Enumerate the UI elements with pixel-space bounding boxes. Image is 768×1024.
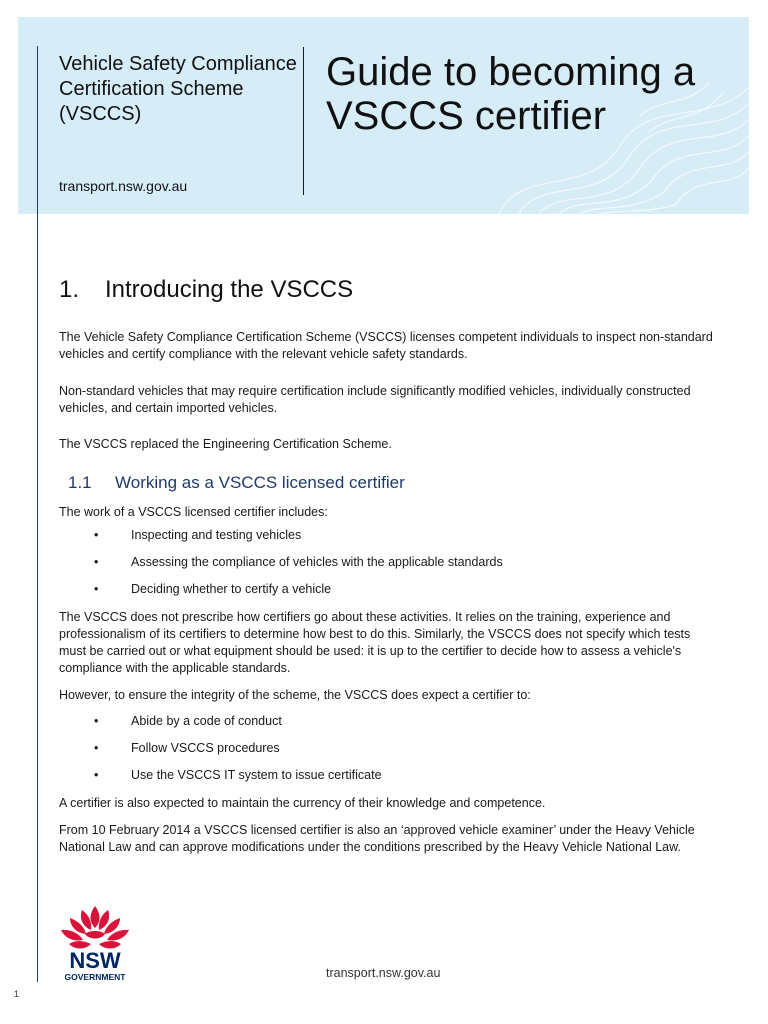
non-standard-paragraph: Non-standard vehicles that may require certification include significantly modified vehicles, individually constructed vehicles, and certain imported vehicles. [59, 384, 691, 415]
list-item: • Follow VSCCS procedures [94, 741, 280, 755]
list-item: • Assessing the compliance of vehicles with the applicable standards [94, 555, 503, 569]
bullet-icon: • [94, 555, 99, 569]
law-paragraph: From 10 February 2014 a VSCCS licensed certifier is also an ‘approved vehicle examiner’ under the Heavy Vehicle National Law and can approve modifications under the conditions prescribed by the Heavy Vehicle National Law. [59, 823, 695, 854]
logo-subtitle: GOVERNMENT [64, 972, 126, 982]
currency-paragraph: A certifier is also expected to maintain the currency of their knowledge and competence. [59, 796, 546, 810]
list-item: • Inspecting and testing vehicles [94, 528, 302, 542]
header-url[interactable]: transport.nsw.gov.au [59, 178, 188, 194]
expect-paragraph: However, to ensure the integrity of the scheme, the VSCCS does expect a certifier to: [59, 688, 531, 702]
bullet-icon: • [94, 714, 99, 728]
scheme-title: Vehicle Safety Compliance Certification Scheme (VSCCS) [59, 53, 297, 125]
section-1-heading [59, 276, 353, 304]
bullet-icon: • [94, 741, 99, 755]
left-vertical-rule [37, 46, 38, 982]
logo-wordmark: NSW [69, 948, 121, 973]
page-number: 1 [14, 989, 20, 999]
nsw-government-logo [55, 904, 135, 986]
footer-url[interactable]: transport.nsw.gov.au [326, 966, 441, 980]
guide-title: Guide to becoming a VSCCS certifier [326, 50, 696, 138]
list-item: • Abide by a code of conduct [94, 714, 282, 728]
list-item: • Deciding whether to certify a vehicle [94, 582, 332, 596]
work-intro: The work of a VSCCS licensed certifier includes: [59, 505, 328, 519]
replaced-paragraph: The VSCCS replaced the Engineering Certification Scheme. [59, 437, 392, 451]
bullet-icon: • [94, 768, 99, 782]
section-1-1-heading [68, 473, 405, 493]
activities-paragraph: The VSCCS does not prescribe how certifiers go about these activities. It relies on the training, experience and professionalism of its certifiers to determine how best to do this. Similarly, the VSCCS does not specify which tests must be carried out or what equipment should be used: it is up to the certifier to decide how to assess a vehicle's compliance with the applicable standards. [59, 610, 691, 675]
bullet-icon: • [94, 582, 99, 596]
section-1-number: 1. [59, 276, 80, 303]
section-1-title: Introducing the VSCCS [105, 276, 354, 303]
intro-paragraph: The Vehicle Safety Compliance Certification Scheme (VSCCS) licenses competent individuals to inspect non-standard vehicles and certify compliance with the relevant vehicle safety standards. [59, 330, 713, 361]
header-divider [303, 47, 304, 195]
section-1-1-number: 1.1 [68, 473, 92, 492]
bullet-icon: • [94, 528, 99, 542]
section-1-1-title: Working as a VSCCS licensed certifier [115, 473, 405, 492]
list-item: • Use the VSCCS IT system to issue certificate [94, 768, 382, 782]
